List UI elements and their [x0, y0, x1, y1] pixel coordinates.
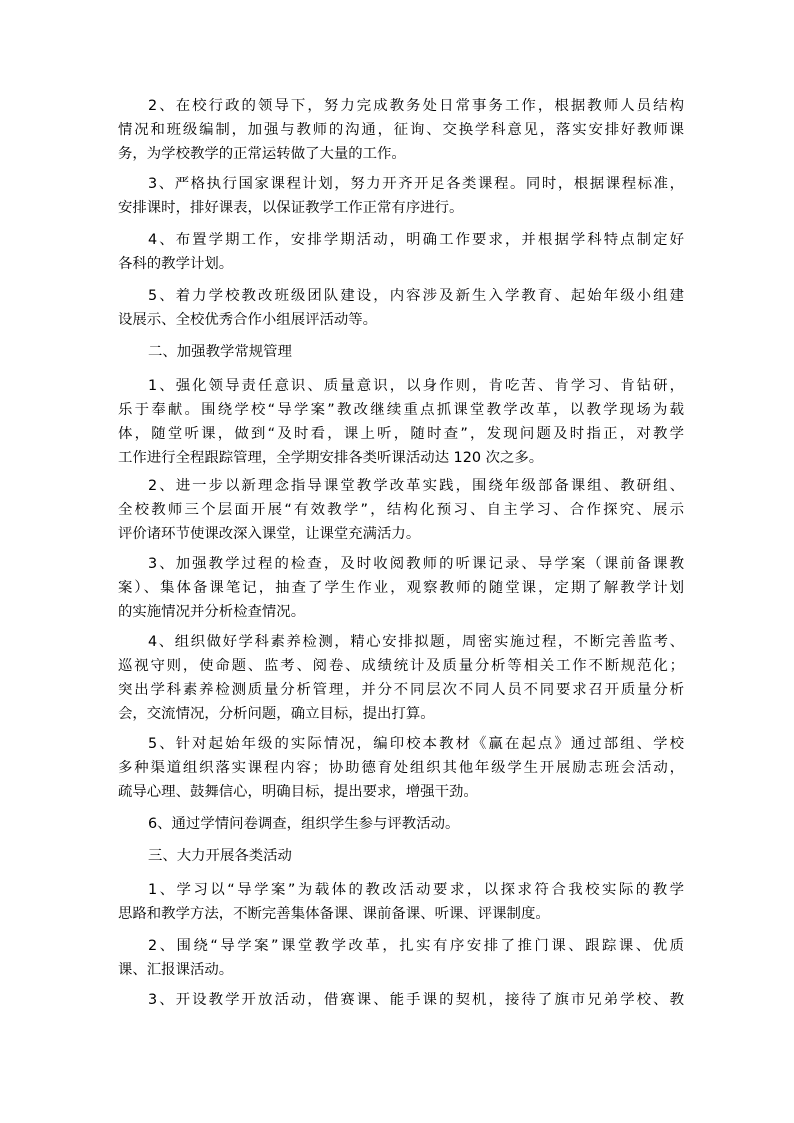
- text-line: 二、加强教学常规管理: [148, 344, 292, 360]
- text-line: 多种渠道组织落实课程内容；协助德育处组织其他年级学生开展励志班会活动，: [118, 760, 684, 776]
- text-line: 案）、集体备课笔记，抽查了学生作业，观察教师的随堂课，定期了解教学计划: [118, 580, 684, 596]
- text-line: 巡视守则，使命题、监考、阅卷、成绩统计及质量分析等相关工作不断规范化；: [118, 658, 684, 674]
- text-line: 思路和教学方法，不断完善集体备课、课前备课、听课、评课制度。: [118, 906, 550, 922]
- text-line: 务，为学校教学的正常运转做了大量的工作。: [118, 146, 406, 162]
- text-line: 1、强化领导责任意识、质量意识，以身作则，肯吃苦、肯学习、肯钻研，: [148, 378, 684, 394]
- text-line: 4、组织做好学科素养检测，精心安排拟题，周密实施过程，不断完善监考、: [148, 634, 684, 650]
- text-line: 各科的教学计划。: [118, 256, 234, 272]
- text-line: 情况和班级编制，加强与教师的沟通，征询、交换学科意见，落实安排好教师课: [118, 122, 684, 138]
- text-line: 3、加强教学过程的检查，及时收阅教师的听课记录、导学案（课前备课教: [148, 556, 684, 572]
- text-line: 的实施情况并分析检查情况。: [118, 604, 306, 620]
- text-line: 1、学习以“导学案”为载体的教改活动要求，以探求符合我校实际的教学: [148, 882, 684, 898]
- text-line: 安排课时，排好课表，以保证教学工作正常有序进行。: [118, 200, 464, 216]
- text-line: 会，交流情况，分析问题，确立目标，提出打算。: [118, 706, 435, 722]
- text-line: 2、进一步以新理念指导课堂教学改革实践，围绕年级部备课组、教研组、: [148, 478, 684, 494]
- text-line: 评价诸环节使课改深入课堂，让课堂充满活力。: [118, 526, 421, 542]
- text-line: 5、针对起始年级的实际情况，编印校本教材《赢在起点》通过部组、学校: [148, 736, 684, 752]
- text-line: 3、开设教学开放活动，借赛课、能手课的契机，接待了旗市兄弟学校、教: [148, 992, 684, 1008]
- text-line: 2、围绕“导学案”课堂教学改革，扎实有序安排了推门课、跟踪课、优质: [148, 938, 684, 954]
- text-line: 2、在校行政的领导下，努力完成教务处日常事务工作，根据教师人员结构: [148, 98, 684, 114]
- text-line: 设展示、全校优秀合作小组展评活动等。: [118, 312, 378, 328]
- text-line: 6、通过学情问卷调查，组织学生参与评教活动。: [148, 816, 460, 832]
- text-line: 5、着力学校教改班级团队建设，内容涉及新生入学教育、起始年级小组建: [148, 288, 684, 304]
- text-line: 工作进行全程跟踪管理，全学期安排各类听课活动达 120 次之多。: [118, 450, 544, 466]
- text-line: 全校教师三个层面开展“有效教学”，结构化预习、自主学习、合作探究、展示: [118, 502, 684, 518]
- text-line: 4、布置学期工作，安排学期活动，明确工作要求，并根据学科特点制定好: [148, 232, 684, 248]
- text-line: 三、大力开展各类活动: [148, 848, 292, 864]
- text-line: 3、严格执行国家课程计划，努力开齐开足各类课程。同时，根据课程标准，: [148, 176, 684, 192]
- text-line: 体，随堂听课，做到“及时看，课上听，随时查”，发现问题及时指正，对教学: [118, 426, 684, 442]
- text-line: 突出学科素养检测质量分析管理，并分不同层次不同人员不同要求召开质量分析: [118, 682, 684, 698]
- text-line: 课、汇报课活动。: [118, 962, 234, 978]
- text-line: 疏导心理、鼓舞信心，明确目标，提出要求，增强干劲。: [118, 784, 478, 800]
- text-line: 乐于奉献。围绕学校“导学案”教改继续重点抓课堂教学改革，以教学现场为载: [118, 402, 684, 418]
